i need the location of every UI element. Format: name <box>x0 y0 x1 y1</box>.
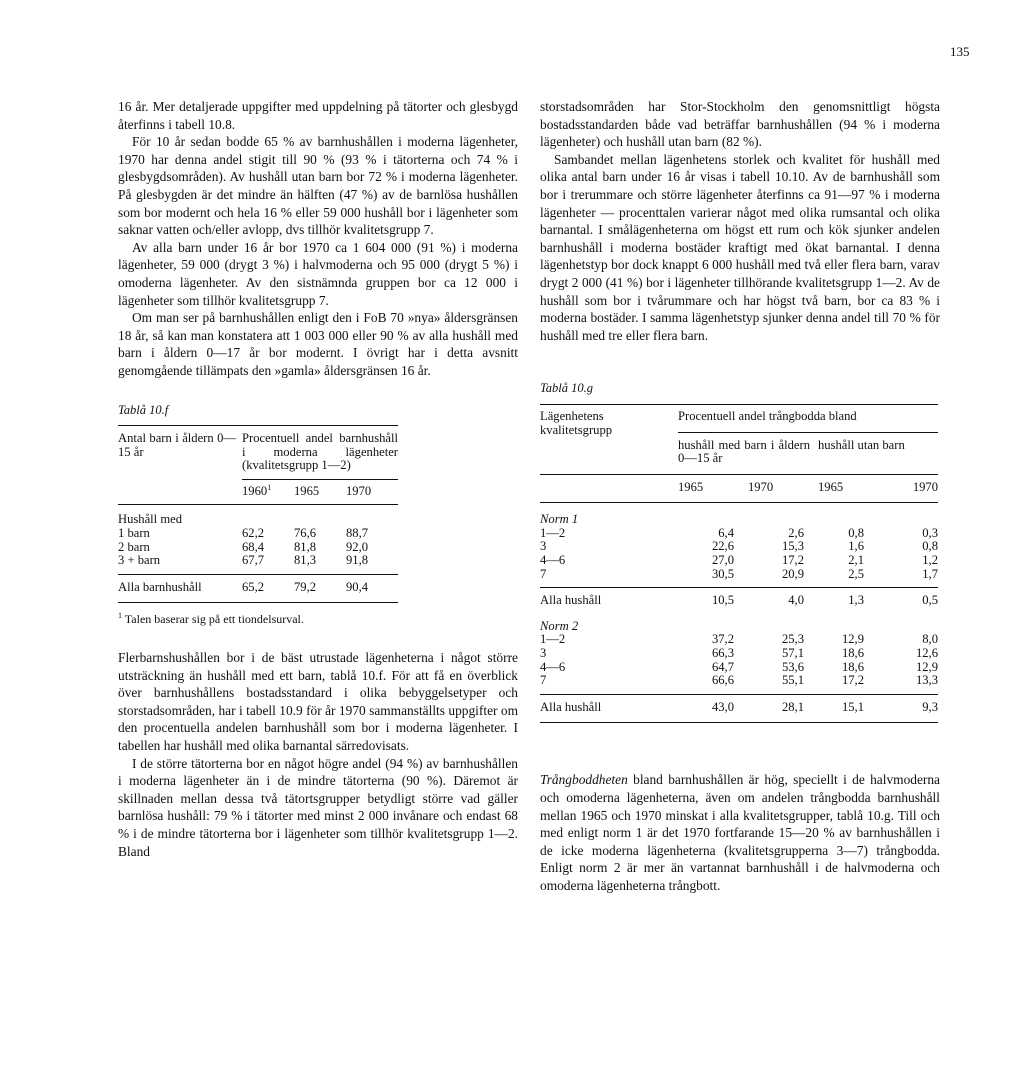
table-total-row: Alla hushåll 10,5 4,0 1,3 0,5 <box>540 593 938 608</box>
paragraph: storstadsområden har Stor-Stockholm den genomsnittligt högsta bostadsstandarden både vad beträffar barnhushållen (94 % i moderna lägenheter) och hushåll utan barn (82 %). <box>540 99 940 150</box>
year-header: 1965 <box>294 483 320 498</box>
left-column <box>118 98 518 860</box>
table-footnote: $^1$ Talen baserar sig på ett tiondelsurval. <box>118 611 304 627</box>
italic-lead: Trångboddheten <box>540 772 628 788</box>
table-row: 3 + barn 67,7 81,3 91,8 <box>118 554 398 574</box>
table-total-row: Alla barnhushåll 65,2 79,2 90,4 <box>118 574 398 603</box>
paragraph: I de större tätorterna bor en något högre andel (94 %) av barnhushållen i moderna lägenheter än i de mindre tätorterna (90 %). Däremot är skillnaden mellan dessa två tätortsgrupper betydligt större vad gäller barnlösa hushåll: 79 % i tätorter med minst 2 000 invånare och endast 68 % i de mindre tätorterna bor i lägenheter som tillhör kvalitetsgrupp 1—2. Bland <box>118 755 518 859</box>
table-head-col1: Lägenhetens kvalitetsgrupp <box>540 408 613 437</box>
paragraph: Sambandet mellan lägenhetens storlek och kvalitet för hushåll med olika antal barn under 16 år visas i tabell 10.10. Av de barnhushåll som bor i trerummare och större lägenheter återfinns ca 91—97 % i moderna lägenheter — procenttalen varierar något med olika rumsantal och olika barnantal. I smålägenheterna om högst ett rum och kök sjunker andelen barnhushåll i moderna bostäder kraftigt med ökat barnantal. I denna lägenhetstyp bor dock knappt 6 000 hushåll med två eller flera barn, varav drygt 2 000 (41 %) bor i lägenheter tillhörande kvalitetsgrupp 1—2. Av de hushåll som bor i tvårummare och har högst två barn, bor ca 83 % i moderna bostäder. I samma lägenhetstyp sjunker denna andel till 70 % för hushåll med tre eller flera barn. <box>540 151 940 343</box>
year-header: 1970 <box>346 483 372 498</box>
table-row: 3 22,6 15,3 1,6 0,8 <box>540 539 938 554</box>
table-row: 7 30,5 20,9 2,5 1,7 <box>540 568 938 588</box>
year-header: 1965 <box>818 479 844 494</box>
table-row: 7 66,6 55,1 17,2 13,3 <box>540 674 938 694</box>
year-header: 1960$^1$ <box>242 482 272 498</box>
table-group-label: Hushåll med <box>118 512 183 527</box>
year-header: 1970 <box>912 479 938 494</box>
table-10f <box>118 425 398 603</box>
table-group-label: Norm 1 <box>540 512 579 527</box>
right-column <box>540 98 940 895</box>
table-subhead: hushåll med barn i åldern 0—15 år <box>678 437 810 466</box>
table-group-label: Norm 2 <box>540 618 579 633</box>
paragraph: Om man ser på barnhushållen enligt den i FoB 70 »nya» åldersgränsen 18 år, så kan man konstatera att 1 003 000 eller 90 % av alla hushåll med barn i åldern 0—17 år bor modernt. I övrigt har i detta avsnitt genomgående tillämpats den »gamla» åldersgränsen 16 år. <box>118 310 518 378</box>
paragraph: Av alla barn under 16 år bor 1970 ca 1 604 000 (91 %) i moderna lägenheter, 59 000 (drygt 3 %) i halvmoderna och 95 000 (drygt 5 %) i omoderna lägenheter. Av den sistnämnda gruppen bor ca 12 000 i lägenheter som tillhör kvalitetsgrupp 7. <box>118 239 518 308</box>
table-row: 4—6 27,0 17,2 2,1 1,2 <box>540 553 938 568</box>
year-header: 1965 <box>678 479 704 494</box>
table-subhead: hushåll utan barn <box>818 437 905 452</box>
table-head-col1: Antal barn i åldern 0—15 år <box>118 431 236 459</box>
table-row: 4—6 64,7 53,6 18,6 12,9 <box>540 659 938 674</box>
paragraph: 16 år. Mer detaljerade uppgifter med uppdelning på tätorter och glesbygd återfinns i tabell 10.8. <box>118 99 518 132</box>
paragraph: För 10 år sedan bodde 65 % av barnhushållen i moderna lägenheter, 1970 har denna andel stigit till 90 % (93 % i tätorterna och 74 % i glesbygdsområden). Av hushåll utan barn bor 72 % i moderna lägenheter. På glesbygden är det mindre än hälften (47 %) av de barnlösa hushållen som bor modernt och hela 16 % eller 59 000 hushåll bor i lägenheter som saknar vatten och/eller avlopp, dvs tillhör kvalitetsgrupp 7. <box>118 134 518 238</box>
table-row: 1—2 37,2 25,3 12,9 8,0 <box>540 632 938 647</box>
table-caption: Tablå 10.g <box>540 381 594 396</box>
table-row: 1—2 6,4 2,6 0,8 0,3 <box>540 525 938 540</box>
table-total-row: Alla hushåll 43,0 28,1 15,1 9,3 <box>540 694 938 723</box>
table-row: 3 66,3 57,1 18,6 12,6 <box>540 646 938 661</box>
table-head-col2: Procentuell andel barnhushåll i moderna lägenheter (kvalitetsgrupp 1—2) <box>242 426 398 480</box>
table-caption: Tablå 10.f <box>118 402 169 417</box>
year-header: 1970 <box>748 479 774 494</box>
paragraph: Flerbarnshushållen bor i de bäst utrustade lägenheterna i något större utsträckning än hushåll med ett barn, tablå 10.f. För att få en överblick över barnhushållens bostadsstandard i olika bebyggelsetyper och storstadsområden, har i tabell 10.9 för år 1970 sammanställts uppgifter om den procentuella andelen barnhushåll som bor i moderna lägenheter. I tabellen har hushåll med olika barnantal särredovisats. <box>118 650 518 753</box>
footnote-mark: 1 <box>267 482 272 492</box>
paragraph: Trångboddheten bland barnhushållen är hög, speciellt i de halvmoderna och omoderna lägenheterna, även om andelen trångbodda barnhushåll mellan 1965 och 1970 minskat i alla kvalitetsgrupper, tablå 10.g. Till och med enligt norm 1 är det 1970 fortfarande 15—20 % av barnhushållen i de icke moderna lägenheterna (kvalitetsgrupperna 3—7) trångbodda. Enligt norm 2 är mer än vartannat barnhushåll i de halvmoderna och omoderna lägenheterna trångbott. <box>540 772 940 893</box>
table-row: 2 barn 68,4 81,8 92,0 <box>118 539 369 554</box>
table-10g <box>540 404 938 724</box>
table-row: 1 barn 62,2 76,6 88,7 <box>118 526 369 541</box>
page-number: 135 <box>950 44 970 59</box>
table-head-span: Procentuell andel trångbodda bland <box>678 404 938 432</box>
